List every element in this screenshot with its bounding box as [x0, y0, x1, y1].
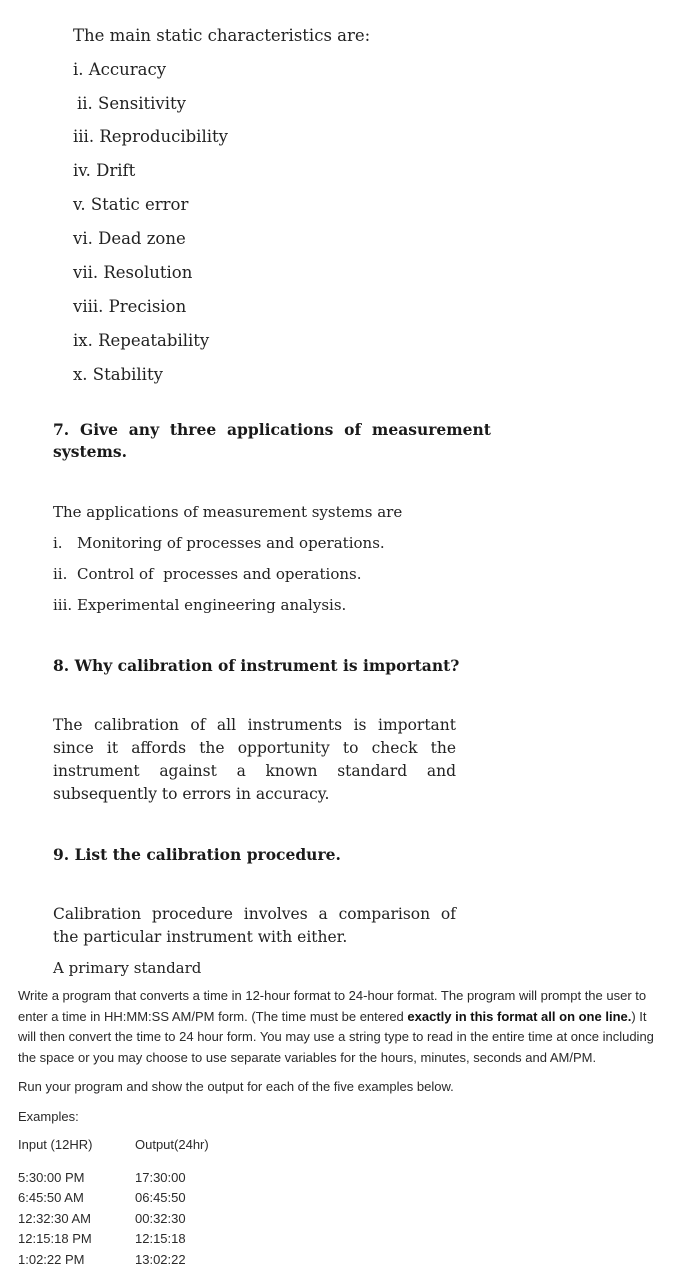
- table-cell: 17:30:00: [135, 1169, 186, 1185]
- list-item: x. Stability: [73, 365, 163, 384]
- table-row: [18, 1231, 209, 1252]
- table-cell: 5:30:00 PM: [18, 1169, 85, 1185]
- examples-label: Examples:: [18, 1109, 79, 1124]
- table-cell: 12:15:18 PM: [18, 1231, 92, 1246]
- question-8: 8. Why calibration of instrument is important?: [53, 656, 460, 675]
- list-item: vi. Dead zone: [73, 229, 186, 248]
- list-item: viii. Precision: [73, 297, 187, 316]
- answer-7-text: Monitoring of processes and operations.: [77, 534, 385, 552]
- table-cell: 00:32:30: [135, 1210, 186, 1226]
- answer-7-intro: The applications of measurement systems are: [53, 503, 403, 521]
- answer-7-num: iii.: [53, 596, 73, 614]
- table-row: [18, 1252, 209, 1273]
- emphasis-text: exactly in this format all on one line.: [407, 1008, 632, 1024]
- table-cell: 06:45:50: [135, 1190, 186, 1205]
- question-7-line1: 7. Give any three applications of measurement: [53, 420, 491, 439]
- table-cell: 12:32:30 AM: [18, 1210, 91, 1226]
- table-row: [18, 1190, 209, 1211]
- table-header: Input (12HR): [18, 1137, 93, 1152]
- static-characteristics-heading: The main static characteristics are:: [73, 26, 371, 45]
- table-row: [18, 1211, 209, 1232]
- list-item: ix. Repeatability: [73, 331, 210, 350]
- table-header: Output(24hr): [135, 1137, 209, 1152]
- answer-7-text: Experimental engineering analysis.: [77, 596, 347, 614]
- question-9: 9. List the calibration procedure.: [53, 845, 341, 864]
- answer-7-text: Control of processes and operations.: [77, 565, 362, 583]
- list-item: i. Accuracy: [73, 60, 167, 79]
- program-intro: Write a program that converts a time in 12-hour format to 24-hour format. The program will prompt the user to enter a time in HH:MM:SS AM/PM form. (The time must be entered exactly in this format all on one line.) It will then convert the time to 24 hour form. You may use a string type to read in the entire time at once including the space or you may choose to use separate variables for the hours, minutes, seconds and AM/PM.: [18, 988, 654, 1065]
- partial-line: A primary standard: [53, 959, 202, 977]
- run-instruction: Run your program and show the output for each of the five examples below.: [18, 1079, 454, 1094]
- answer-9: Calibration procedure involves a comparison of the particular instrument with either.: [53, 905, 456, 946]
- list-item: iii. Reproducibility: [73, 127, 228, 146]
- examples-table: [18, 1137, 209, 1272]
- list-item: iv. Drift: [73, 161, 136, 180]
- answer-7-num: ii.: [53, 565, 68, 583]
- table-cell: 13:02:22: [135, 1251, 186, 1267]
- list-item: vii. Resolution: [73, 263, 193, 282]
- list-item: ii. Sensitivity: [77, 94, 186, 113]
- program-assignment: [18, 986, 664, 1272]
- table-cell: 6:45:50 AM: [18, 1190, 84, 1205]
- question-7-line2: systems.: [53, 442, 128, 461]
- table-cell: 12:15:18: [135, 1231, 186, 1246]
- table-header-row: [18, 1137, 209, 1158]
- answer-8: The calibration of all instruments is important since it affords the opportunity to check the instrument against a known standard and subsequently to errors in accuracy.: [53, 716, 456, 803]
- answer-7-num: i.: [53, 534, 63, 552]
- table-row: [18, 1170, 209, 1191]
- list-item: v. Static error: [73, 195, 189, 214]
- table-cell: 1:02:22 PM: [18, 1251, 85, 1267]
